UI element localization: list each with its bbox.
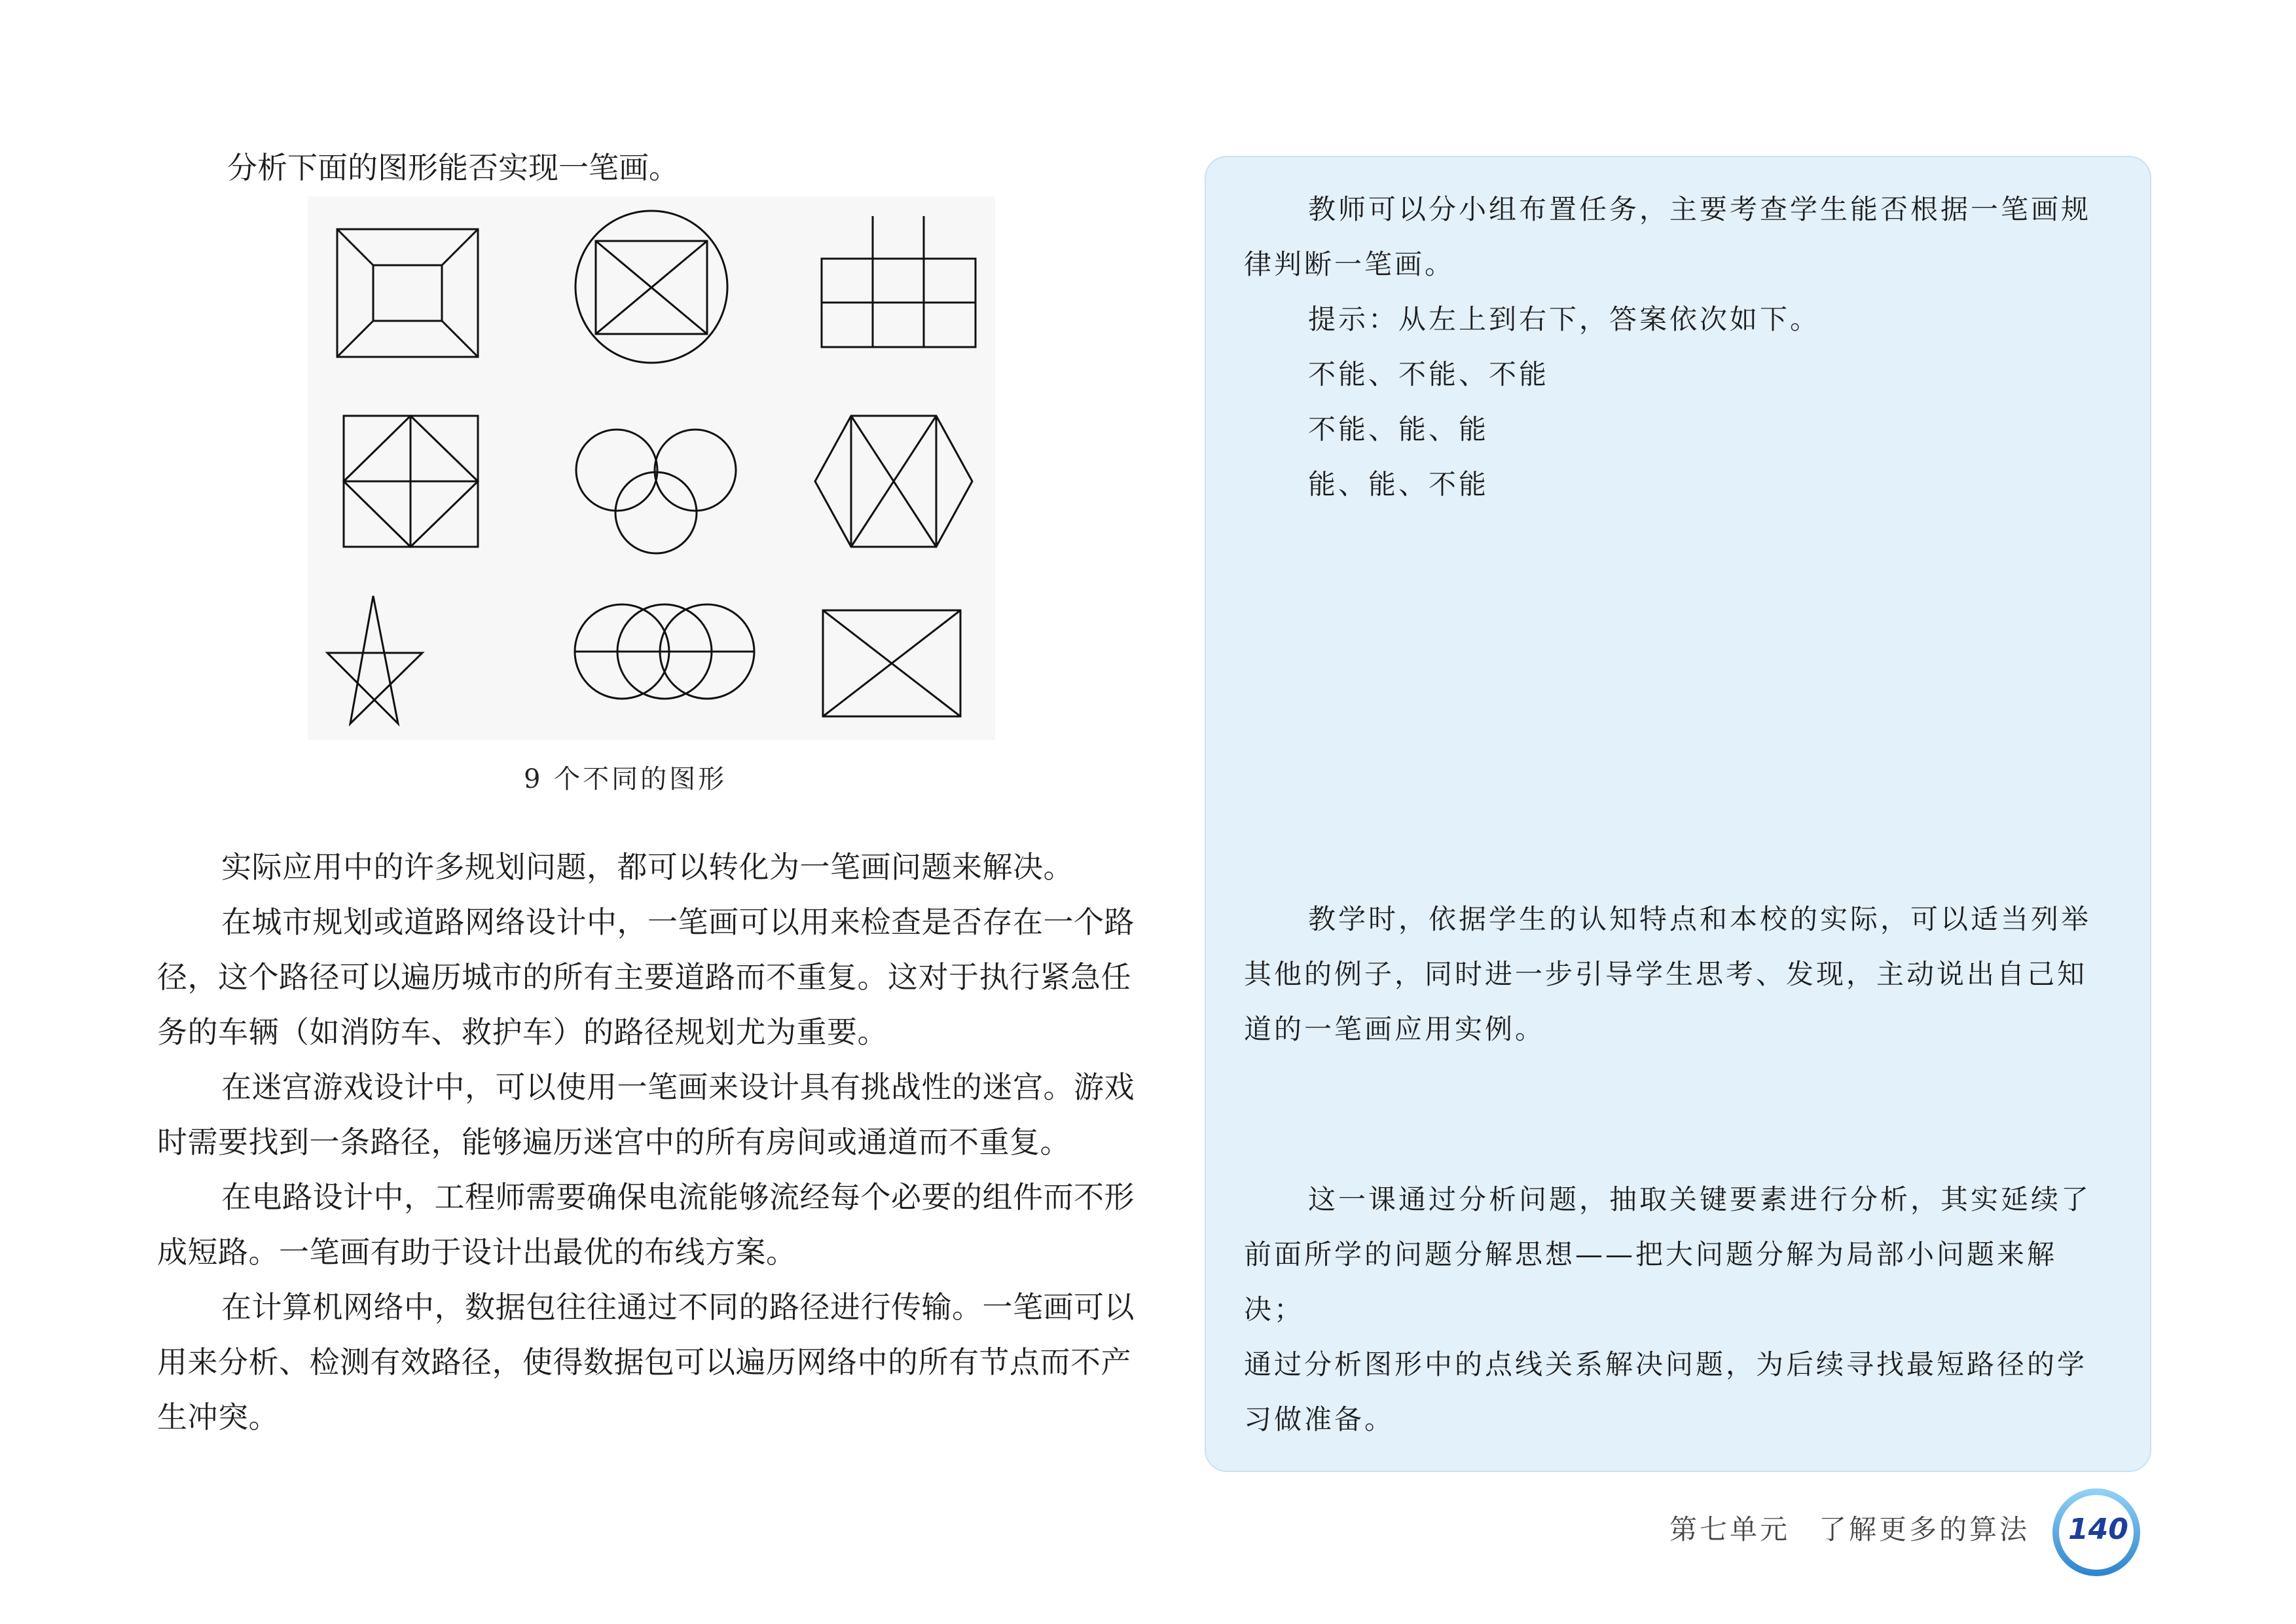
note-hint: 提示：从左上到右下，答案依次如下。 [1308, 303, 1821, 335]
note-3-line-1: 这一课通过分析问题，抽取关键要素进行分析，其实延续了 [1308, 1183, 2092, 1215]
note-3 [1244, 1172, 2115, 1447]
shape-three-circles [576, 430, 736, 553]
figure-nine-shapes [308, 196, 995, 740]
note-2-line-2: 其他的例子，同时进一步引导学生思考、发现，主动说出自己知 [1244, 958, 2088, 990]
answer-row-3: 能、能、不能 [1308, 468, 1489, 500]
note-2-line-3: 道的一笔画应用实例。 [1244, 1013, 1546, 1045]
answer-row-1: 不能、不能、不能 [1308, 358, 1550, 390]
paragraph-5: 在计算机网络中，数据包往往通过不同的路径进行传输。一笔画可以用来分析、检测有效路径，使得数据包可以遍历网络中的所有节点而不产生冲突。 [157, 1289, 1135, 1435]
note-1-line-2: 律判断一笔画。 [1244, 248, 1455, 280]
shape-three-circles-line [575, 604, 754, 699]
paragraph-1: 实际应用中的许多规划问题，都可以转化为一笔画问题来解决。 [221, 849, 1074, 885]
note-1-line-1: 教师可以分小组布置任务，主要考查学生能否根据一笔画规 [1308, 193, 2092, 225]
shape-square-diamond [344, 416, 478, 547]
paragraph-2: 在城市规划或道路网络设计中，一笔画可以用来检查是否存在一个路径，这个路径可以遍历城市的所有主要道路而不重复。这对于执行紧急任务的车辆（如消防车、救护车）的路径规划尤为重要。 [157, 904, 1135, 1050]
nine-shapes-svg [308, 196, 995, 740]
intro-text: 分析下面的图形能否实现一笔画。 [227, 150, 679, 185]
note-3-line-2: 前面所学的问题分解思想——把大问题分解为局部小问题来解决； [1244, 1238, 2058, 1325]
answer-row-2: 不能、能、能 [1308, 413, 1489, 445]
note-3-line-3: 通过分析图形中的点线关系解决问题，为后续寻找最短路径的学 [1244, 1348, 2088, 1380]
shape-circle-square-cross [575, 211, 727, 363]
shape-grid [822, 216, 975, 347]
footer-running-head [1669, 1508, 2030, 1547]
shape-framed-square [337, 229, 478, 357]
shape-rectangle-cross [823, 610, 960, 716]
shape-pentagram [327, 596, 422, 724]
footer-unit: 第七单元 [1669, 1513, 1791, 1545]
note-2-line-1: 教学时，依据学生的认知特点和本校的实际，可以适当列举 [1308, 903, 2092, 935]
figure-caption: 9 个不同的图形 [524, 764, 727, 794]
shape-hexagon-cross [815, 416, 972, 547]
page-number: 140 [2068, 1513, 2128, 1546]
paragraph-3: 在迷宫游戏设计中，可以使用一笔画来设计具有挑战性的迷宫。游戏时需要找到一条路径，能够遍历迷宫中的所有房间或通道而不重复。 [157, 1069, 1135, 1160]
note-3-line-4: 习做准备。 [1244, 1403, 1395, 1435]
note-2 [1244, 892, 2115, 1057]
paragraph-4: 在电路设计中，工程师需要确保电流能够流经每个必要的组件而不形成短路。一笔画有助于设计出最优的布线方案。 [157, 1179, 1135, 1270]
note-1 [1244, 182, 2115, 512]
footer-chapter: 了解更多的算法 [1819, 1513, 2030, 1545]
